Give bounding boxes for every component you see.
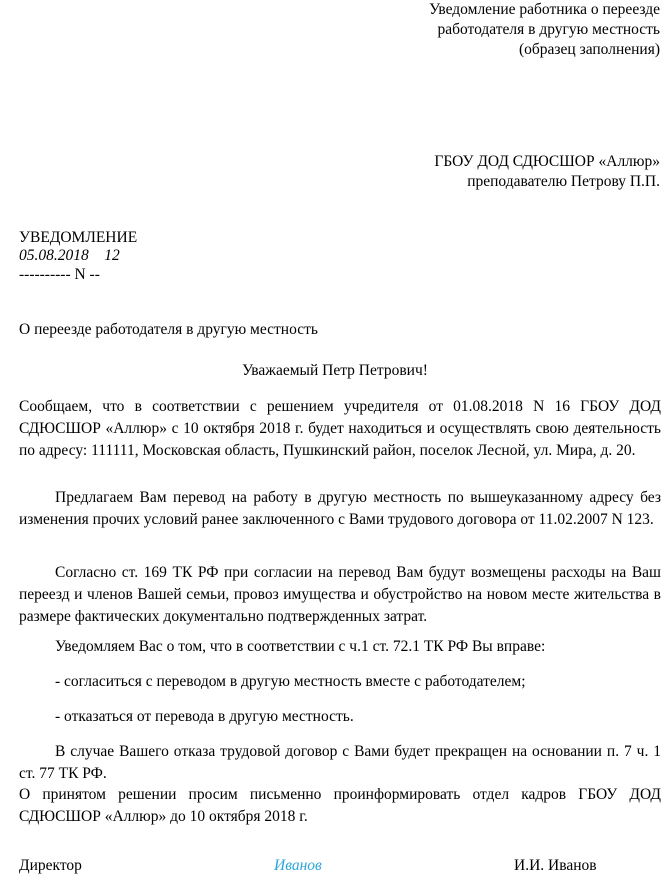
header-line-2: работодателя в другую местность [437, 21, 660, 38]
paragraph-6: - отказаться от перевода в другую местность. [55, 708, 354, 725]
paragraph-4: Уведомляем Вас о том, что в соответствии с ч.1 ст. 72.1 ТК РФ Вы вправе: [55, 638, 546, 655]
document-number: 12 [104, 247, 120, 264]
addressee-org: ГБОУ ДОД СДЮСШОР «Аллюр» [434, 153, 660, 170]
number-line: ---------- N -- [19, 266, 100, 283]
handwritten-signature: Иванов [274, 857, 322, 874]
signature-name: И.И. Иванов [514, 857, 597, 874]
paragraph-5: - согласиться с переводом в другую местность вместе с работодателем; [55, 673, 526, 690]
document-date-number [19, 246, 120, 266]
header-line-3: (образец заполнения) [518, 41, 660, 58]
document-title: УВЕДОМЛЕНИЕ [19, 229, 138, 246]
paragraph-2: Предлагаем Вам перевод на работу в другую местность по вышеуказанному адресу без изменения прочих условий ранее заключенного с Вами трудового договора от 11.02.2007 N 123. [19, 489, 661, 528]
document-date: 05.08.2018 [19, 247, 89, 264]
paragraph-3: Согласно ст. 169 ТК РФ при согласии на перевод Вам будут возмещены расходы на Ваш переезд и членов Вашей семьи, провоз имущества и обустройство на новом месте жительства в размере фактических документально подтвержденных затрат. [19, 564, 661, 625]
paragraph-1: Сообщаем, что в соответствии с решением учредителя от 01.08.2018 N 16 ГБОУ ДОД СДЮСШОР «Аллюр» с 10 октября 2018 г. будет находиться и осуществлять свою деятельность по адресу: 111111, Московская область, Пушкинский район, поселок Лесной, ул. Мира, д. 20. [19, 398, 661, 459]
paragraph-7: В случае Вашего отказа трудовой договор с Вами будет прекращен на основании п. 7 ч. 1 ст. 77 ТК РФ. [19, 743, 661, 782]
signature-position: Директор [19, 857, 82, 874]
greeting: Уважаемый Петр Петрович! [242, 362, 428, 379]
addressee-person: преподавателю Петрову П.П. [467, 173, 660, 190]
header-line-1: Уведомление работника о переезде [429, 1, 660, 18]
paragraph-8: О принятом решении просим письменно проинформировать отдел кадров ГБОУ ДОД СДЮСШОР «Аллюр» до 10 октября 2018 г. [19, 786, 661, 825]
subject: О переезде работодателя в другую местность [19, 321, 318, 338]
